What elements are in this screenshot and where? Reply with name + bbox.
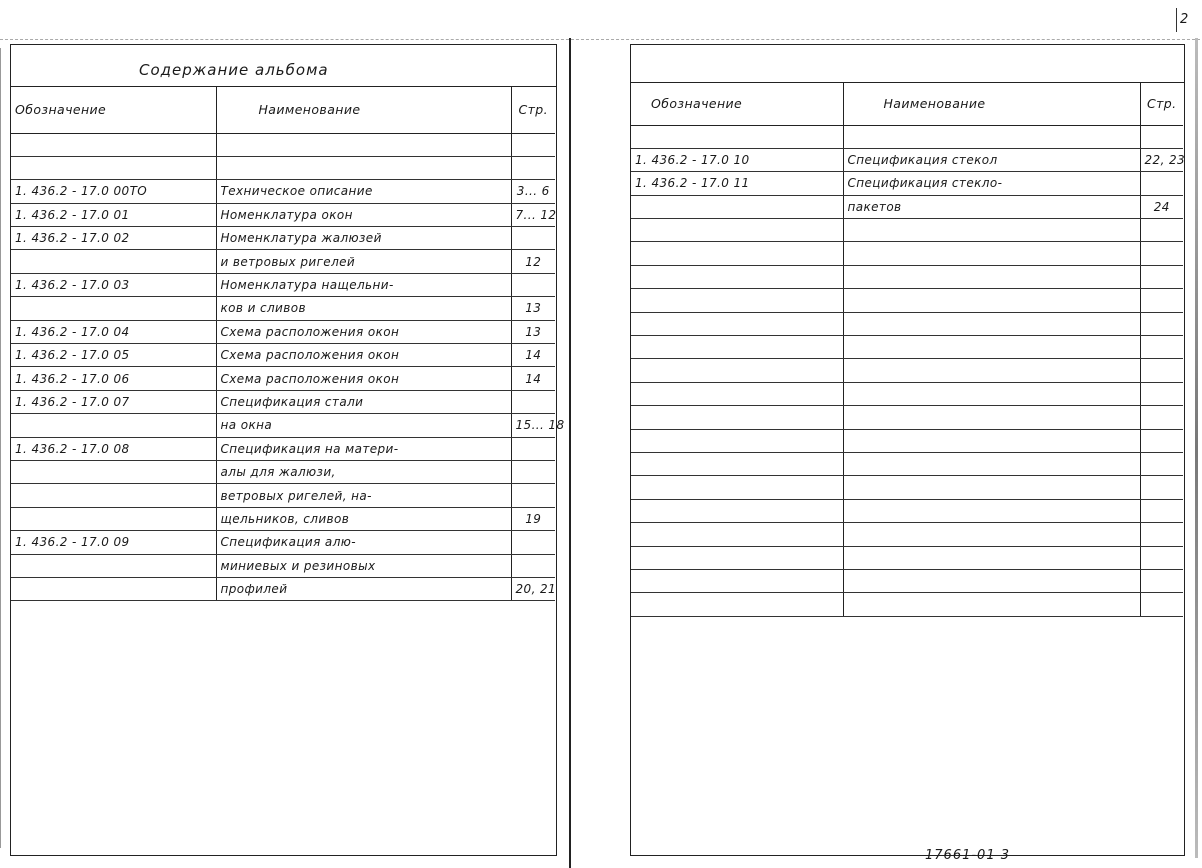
page-cell bbox=[1140, 429, 1183, 452]
page-cell bbox=[1140, 265, 1183, 288]
name-cell bbox=[843, 219, 1140, 242]
table-row bbox=[631, 499, 1183, 522]
name-cell bbox=[843, 359, 1140, 382]
name-cell bbox=[843, 429, 1140, 452]
designation-cell bbox=[631, 569, 843, 592]
table-header-row bbox=[11, 87, 555, 133]
table-row bbox=[11, 273, 555, 296]
header-name: Наименование bbox=[843, 83, 1140, 125]
page-cell: 14 bbox=[511, 344, 555, 367]
designation-cell: 1. 436.2 - 17.0 09 bbox=[11, 531, 216, 554]
designation-cell bbox=[11, 484, 216, 507]
name-cell: ветровых ригелей, на- bbox=[216, 484, 511, 507]
name-cell: миниевых и резиновых bbox=[216, 554, 511, 577]
designation-cell: 1. 436.2 - 17.0 04 bbox=[11, 320, 216, 343]
page-cell bbox=[1140, 125, 1183, 148]
page-cell bbox=[1140, 312, 1183, 335]
page-cell: 12 bbox=[511, 250, 555, 273]
table-row bbox=[631, 429, 1183, 452]
top-trim-line bbox=[0, 39, 1200, 40]
left-page-edge bbox=[0, 48, 1, 848]
designation-cell bbox=[631, 593, 843, 616]
table-row bbox=[11, 367, 555, 390]
page-cell: 7... 12 bbox=[511, 203, 555, 226]
table-row bbox=[11, 180, 555, 203]
table-row bbox=[11, 203, 555, 226]
page-cell bbox=[1140, 476, 1183, 499]
page-cell bbox=[511, 390, 555, 413]
page-cell bbox=[1140, 336, 1183, 359]
name-cell: ков и сливов bbox=[216, 297, 511, 320]
table-row bbox=[631, 312, 1183, 335]
table-row bbox=[11, 577, 555, 600]
name-cell bbox=[843, 336, 1140, 359]
table-row bbox=[631, 476, 1183, 499]
right-page-edge bbox=[1195, 38, 1198, 858]
name-cell bbox=[843, 452, 1140, 475]
left-contents-table bbox=[11, 87, 565, 601]
name-cell: Номенклатура жалюзей bbox=[216, 227, 511, 250]
page-cell bbox=[511, 227, 555, 250]
name-cell: Схема расположения окон bbox=[216, 320, 511, 343]
page-cell: 14 bbox=[511, 367, 555, 390]
name-cell bbox=[843, 499, 1140, 522]
name-cell: Схема расположения окон bbox=[216, 344, 511, 367]
page-cell bbox=[1140, 289, 1183, 312]
header-designation: Обозначение bbox=[11, 87, 216, 133]
table-header-row bbox=[631, 83, 1183, 125]
designation-cell bbox=[11, 554, 216, 577]
designation-cell bbox=[631, 312, 843, 335]
name-cell bbox=[843, 125, 1140, 148]
table-row bbox=[11, 320, 555, 343]
page-number: 2 bbox=[1180, 12, 1189, 27]
designation-cell bbox=[11, 250, 216, 273]
designation-cell bbox=[11, 133, 216, 156]
name-cell: на окна bbox=[216, 414, 511, 437]
page-number-divider bbox=[1176, 8, 1177, 32]
designation-cell bbox=[631, 242, 843, 265]
page-cell bbox=[511, 133, 555, 156]
designation-cell: 1. 436.2 - 17.0 02 bbox=[11, 227, 216, 250]
designation-cell bbox=[11, 577, 216, 600]
page-cell bbox=[511, 273, 555, 296]
designation-cell: 1. 436.2 - 17.0 03 bbox=[11, 273, 216, 296]
page-cell bbox=[511, 156, 555, 179]
designation-cell bbox=[11, 507, 216, 530]
designation-cell bbox=[631, 499, 843, 522]
table-row bbox=[11, 344, 555, 367]
table-row bbox=[11, 250, 555, 273]
page-cell bbox=[511, 437, 555, 460]
page-cell: 13 bbox=[511, 320, 555, 343]
table-row bbox=[631, 593, 1183, 616]
page-cell: 22, 23 bbox=[1140, 148, 1183, 171]
name-cell bbox=[843, 265, 1140, 288]
name-cell: пакетов bbox=[843, 195, 1140, 218]
page-cell bbox=[1140, 593, 1183, 616]
binding-spine bbox=[569, 38, 571, 868]
table-row bbox=[11, 156, 555, 179]
name-cell bbox=[216, 133, 511, 156]
table-row bbox=[11, 390, 555, 413]
table-row bbox=[631, 452, 1183, 475]
table-row bbox=[631, 172, 1183, 195]
page-cell bbox=[1140, 172, 1183, 195]
name-cell bbox=[843, 593, 1140, 616]
designation-cell bbox=[631, 265, 843, 288]
designation-cell bbox=[631, 382, 843, 405]
designation-cell: 1. 436.2 - 17.0 08 bbox=[11, 437, 216, 460]
document-code: 17661-01 3 bbox=[925, 848, 1010, 863]
table-row bbox=[631, 148, 1183, 171]
table-row bbox=[631, 546, 1183, 569]
header-page: Стр. bbox=[511, 87, 555, 133]
name-cell: Спецификация стали bbox=[216, 390, 511, 413]
designation-cell bbox=[11, 156, 216, 179]
table-row bbox=[631, 406, 1183, 429]
empty-title-band bbox=[631, 45, 1184, 83]
name-cell: Номенклатура нащельни- bbox=[216, 273, 511, 296]
page-cell bbox=[1140, 499, 1183, 522]
page-cell bbox=[1140, 546, 1183, 569]
table-row bbox=[631, 336, 1183, 359]
name-cell: Спецификация алю- bbox=[216, 531, 511, 554]
right-contents-sheet bbox=[630, 44, 1185, 856]
page-cell: 24 bbox=[1140, 195, 1183, 218]
name-cell bbox=[843, 242, 1140, 265]
name-cell: Спецификация на матери- bbox=[216, 437, 511, 460]
table-row bbox=[631, 265, 1183, 288]
designation-cell: 1. 436.2 - 17.0 00ТО bbox=[11, 180, 216, 203]
page-cell: 15... 18 bbox=[511, 414, 555, 437]
table-row bbox=[11, 297, 555, 320]
name-cell bbox=[216, 156, 511, 179]
table-row bbox=[11, 437, 555, 460]
designation-cell bbox=[631, 406, 843, 429]
name-cell: Схема расположения окон bbox=[216, 367, 511, 390]
page-cell: 20, 21 bbox=[511, 577, 555, 600]
name-cell: щельников, сливов bbox=[216, 507, 511, 530]
header-designation: Обозначение bbox=[631, 83, 843, 125]
name-cell: Техническое описание bbox=[216, 180, 511, 203]
name-cell: алы для жалюзи, bbox=[216, 460, 511, 483]
header-name: Наименование bbox=[216, 87, 511, 133]
table-row bbox=[11, 460, 555, 483]
table-row bbox=[11, 531, 555, 554]
page-cell bbox=[1140, 219, 1183, 242]
designation-cell: 1. 436.2 - 17.0 01 bbox=[11, 203, 216, 226]
designation-cell bbox=[631, 476, 843, 499]
name-cell bbox=[843, 312, 1140, 335]
table-row bbox=[631, 125, 1183, 148]
header-page: Стр. bbox=[1140, 83, 1183, 125]
designation-cell: 1. 436.2 - 17.0 07 bbox=[11, 390, 216, 413]
page-cell: 19 bbox=[511, 507, 555, 530]
left-contents-sheet bbox=[10, 44, 565, 856]
designation-cell: 1. 436.2 - 17.0 10 bbox=[631, 148, 843, 171]
name-cell bbox=[843, 546, 1140, 569]
table-row bbox=[631, 359, 1183, 382]
right-contents-table bbox=[631, 83, 1186, 617]
table-row bbox=[631, 242, 1183, 265]
table-row bbox=[11, 507, 555, 530]
name-cell bbox=[843, 382, 1140, 405]
page-cell bbox=[511, 460, 555, 483]
page-cell bbox=[1140, 359, 1183, 382]
designation-cell bbox=[631, 429, 843, 452]
page-cell bbox=[1140, 569, 1183, 592]
designation-cell bbox=[631, 125, 843, 148]
designation-cell bbox=[11, 414, 216, 437]
table-row bbox=[631, 195, 1183, 218]
page-cell bbox=[511, 531, 555, 554]
name-cell: Номенклатура окон bbox=[216, 203, 511, 226]
table-row bbox=[631, 219, 1183, 242]
table-row bbox=[11, 414, 555, 437]
page-cell: 13 bbox=[511, 297, 555, 320]
name-cell: Спецификация стекло- bbox=[843, 172, 1140, 195]
designation-cell bbox=[631, 359, 843, 382]
name-cell: профилей bbox=[216, 577, 511, 600]
designation-cell bbox=[631, 523, 843, 546]
designation-cell bbox=[631, 546, 843, 569]
designation-cell bbox=[631, 452, 843, 475]
designation-cell: 1. 436.2 - 17.0 06 bbox=[11, 367, 216, 390]
page-cell bbox=[1140, 523, 1183, 546]
table-row bbox=[631, 289, 1183, 312]
table-row bbox=[11, 227, 555, 250]
designation-cell bbox=[11, 460, 216, 483]
designation-cell bbox=[631, 336, 843, 359]
name-cell bbox=[843, 523, 1140, 546]
name-cell: и ветровых ригелей bbox=[216, 250, 511, 273]
page-cell bbox=[1140, 242, 1183, 265]
table-row bbox=[11, 484, 555, 507]
page-cell bbox=[511, 554, 555, 577]
album-contents-title: Содержание альбома bbox=[139, 61, 329, 79]
designation-cell bbox=[631, 219, 843, 242]
table-row bbox=[11, 133, 555, 156]
name-cell bbox=[843, 289, 1140, 312]
table-row bbox=[631, 523, 1183, 546]
page-cell bbox=[511, 484, 555, 507]
table-row bbox=[11, 554, 555, 577]
designation-cell bbox=[631, 195, 843, 218]
name-cell: Спецификация стекол bbox=[843, 148, 1140, 171]
designation-cell: 1. 436.2 - 17.0 11 bbox=[631, 172, 843, 195]
page-cell: 3... 6 bbox=[511, 180, 555, 203]
name-cell bbox=[843, 476, 1140, 499]
name-cell bbox=[843, 569, 1140, 592]
name-cell bbox=[843, 406, 1140, 429]
page-cell bbox=[1140, 406, 1183, 429]
designation-cell bbox=[11, 297, 216, 320]
designation-cell: 1. 436.2 - 17.0 05 bbox=[11, 344, 216, 367]
table-row bbox=[631, 569, 1183, 592]
designation-cell bbox=[631, 289, 843, 312]
title-band bbox=[11, 45, 556, 87]
page-cell bbox=[1140, 452, 1183, 475]
table-row bbox=[631, 382, 1183, 405]
page-cell bbox=[1140, 382, 1183, 405]
